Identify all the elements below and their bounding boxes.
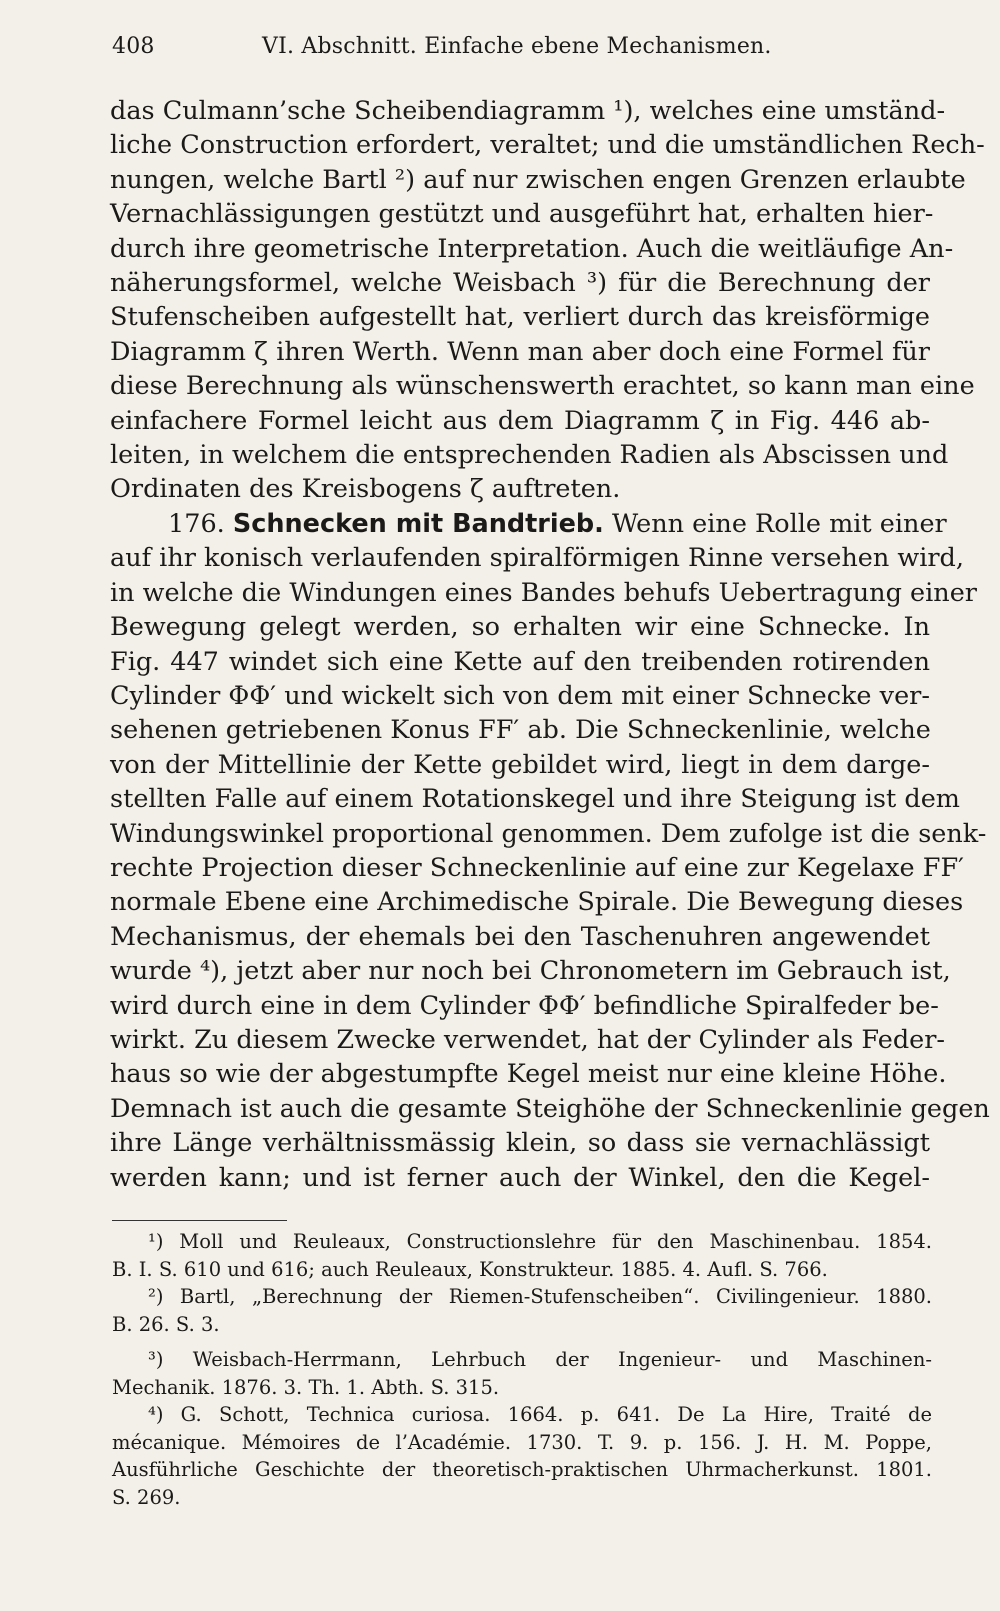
text-line: sehenen getriebenen Konus FF′ ab. Die Schneckenlinie, welche bbox=[110, 715, 931, 746]
text-line: nungen, welche Bartl ²) auf nur zwischen engen Grenzen erlaubte bbox=[110, 164, 966, 195]
text-line: Vernachlässigungen gestützt und ausgeführt hat, erhalten hier- bbox=[110, 199, 934, 230]
footnotes bbox=[112, 1228, 932, 1511]
text-line: Demnach ist auch die gesamte Steighöhe der Schneckenlinie gegen bbox=[110, 1093, 990, 1124]
text-line: werden kann; und ist ferner auch der Winkel, den die Kegel- bbox=[110, 1162, 930, 1193]
text-line: liche Construction erfordert, veraltet; und die umständlichen Rech- bbox=[110, 130, 985, 161]
text-line: Windungswinkel proportional genommen. Dem zufolge ist die senk- bbox=[110, 818, 987, 849]
text-line: von der Mittellinie der Kette gebildet wird, liegt in dem darge- bbox=[110, 749, 930, 780]
text-line: diese Berechnung als wünschenswerth erachtet, so kann man eine bbox=[110, 371, 975, 402]
text-line: stellten Falle auf einem Rotationskegel und ihre Steigung ist dem bbox=[110, 784, 960, 815]
section-heading-line bbox=[110, 507, 947, 541]
text-line: haus so wie der abgestumpfte Kegel meist nur eine kleine Höhe. bbox=[110, 1059, 947, 1090]
text-line: auf ihr konisch verlaufenden spiralförmigen Rinne versehen wird, bbox=[110, 543, 964, 574]
footnote-line: B. I. S. 610 und 616; auch Reuleaux, Konstrukteur. 1885. 4. Aufl. S. 766. bbox=[112, 1257, 828, 1281]
section-title: Schnecken mit Bandtrieb. bbox=[232, 508, 604, 539]
footnote-4 bbox=[112, 1401, 932, 1511]
running-title: VI. Abschnitt. Einfache ebene Mechanismen. bbox=[262, 34, 772, 59]
text-line: in welche die Windungen eines Bandes behufs Uebertragung einer bbox=[110, 577, 977, 608]
footnote-divider bbox=[112, 1220, 287, 1221]
text-line: wird durch eine in dem Cylinder ΦΦ′ befindliche Spiralfeder be- bbox=[110, 990, 939, 1021]
footnote-line: ²) Bartl, „Berechnung der Riemen-Stufenscheiben“. Civilingenieur. 1880. bbox=[148, 1285, 932, 1308]
text-line: Wenn eine Rolle mit einer bbox=[611, 508, 947, 539]
footnote-line: S. 269. bbox=[112, 1485, 181, 1509]
text-line: Cylinder ΦΦ′ und wickelt sich von dem mit einer Schnecke ver- bbox=[110, 680, 930, 711]
footnote-line: Ausführliche Geschichte der theoretisch-praktischen Uhrmacherkunst. 1801. bbox=[112, 1458, 932, 1481]
footnote-1 bbox=[112, 1228, 932, 1283]
footnote-line: B. 26. S. 3. bbox=[112, 1312, 220, 1336]
section-number: 176. bbox=[168, 508, 225, 539]
text-line: wirkt. Zu diesem Zwecke verwendet, hat der Cylinder als Feder- bbox=[110, 1024, 946, 1055]
main-text bbox=[110, 94, 990, 1195]
page-number: 408 bbox=[112, 34, 155, 59]
footnote-2 bbox=[112, 1283, 932, 1338]
text-line: das Culmann’sche Scheibendiagramm ¹), welches eine umständ- bbox=[110, 96, 946, 126]
text-line: Stufenscheiben aufgestellt hat, verliert durch das kreisförmige bbox=[110, 302, 930, 333]
text-line: wurde ⁴), jetzt aber nur noch bei Chronometern im Gebrauch ist, bbox=[110, 956, 951, 987]
footnote-line: mécanique. Mémoires de l’Académie. 1730. T. 9. p. 156. J. H. M. Poppe, bbox=[112, 1430, 932, 1454]
text-line: Fig. 447 windet sich eine Kette auf den treibenden rotirenden bbox=[110, 646, 930, 677]
footnote-3 bbox=[112, 1346, 932, 1401]
text-line: Bewegung gelegt werden, so erhalten wir eine Schnecke. In bbox=[110, 612, 930, 643]
text-line: Diagramm ζ ihren Werth. Wenn man aber doch eine Formel für bbox=[110, 336, 930, 367]
text-line: Mechanismus, der ehemals bei den Taschenuhren angewendet bbox=[110, 921, 930, 952]
text-line: normale Ebene eine Archimedische Spirale. Die Bewegung dieses bbox=[110, 887, 964, 918]
footnote-line: ³) Weisbach-Herrmann, Lehrbuch der Ingenieur- und Maschinen- bbox=[148, 1348, 932, 1371]
footnote-line: ⁴) G. Schott, Technica curiosa. 1664. p. 641. De La Hire, Traité de bbox=[148, 1403, 932, 1426]
text-line: durch ihre geometrische Interpretation. Auch die weitläufige An- bbox=[110, 233, 954, 264]
text-line: ihre Länge verhältnissmässig klein, so dass sie vernachlässigt bbox=[110, 1128, 930, 1159]
text-line: einfachere Formel leicht aus dem Diagramm ζ in Fig. 446 ab- bbox=[110, 405, 930, 436]
text-line: näherungsformel, welche Weisbach ³) für die Berechnung der bbox=[110, 268, 930, 299]
text-line: rechte Projection dieser Schneckenlinie auf eine zur Kegelaxe FF′ bbox=[110, 852, 964, 883]
footnote-line: Mechanik. 1876. 3. Th. 1. Abth. S. 315. bbox=[112, 1375, 500, 1399]
text-line: leiten, in welchem die entsprechenden Radien als Abscissen und bbox=[110, 440, 949, 471]
footnote-line: ¹) Moll und Reuleaux, Constructionslehre für den Maschinenbau. 1854. bbox=[148, 1230, 932, 1253]
text-line: Ordinaten des Kreisbogens ζ auftreten. bbox=[110, 474, 621, 505]
